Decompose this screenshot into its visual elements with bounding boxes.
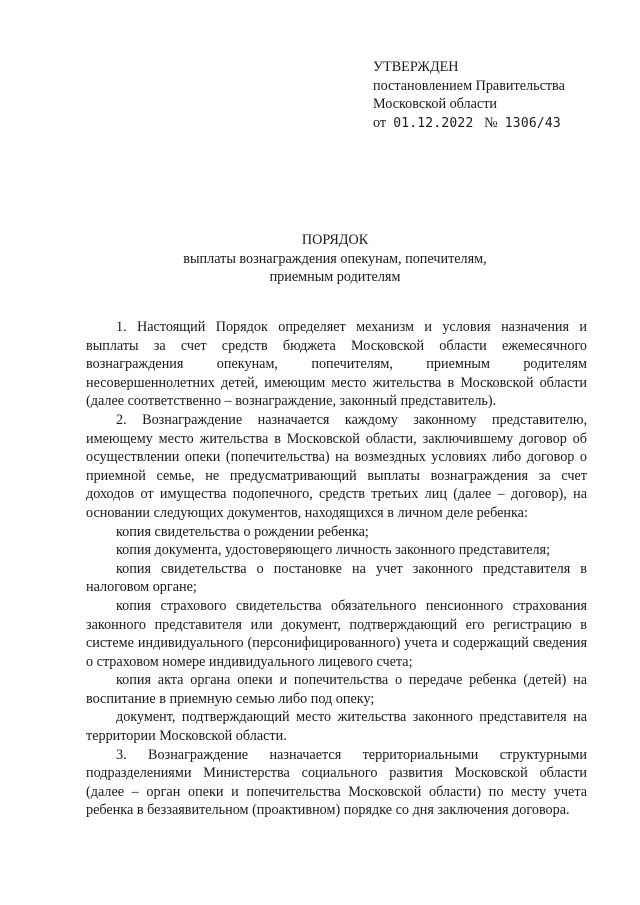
title-sub-2: приемным родителям <box>269 269 401 285</box>
approval-date-line <box>373 114 623 134</box>
number-value: 1306/43 <box>504 115 561 131</box>
number-sign: № <box>484 114 498 131</box>
date-value: 01.12.2022 <box>393 115 474 131</box>
title-main: ПОРЯДОК <box>301 232 369 248</box>
date-prefix: от <box>373 114 387 131</box>
approval-stamp <box>373 58 623 133</box>
approval-line-1: постановлением Правительства <box>373 77 565 94</box>
title-sub-1: выплаты вознаграждения опекунам, попечителям, <box>183 250 487 267</box>
list-item-pension-insurance: копия страхового свидетельства обязательного пенсионного страхования законного представителя или документ, подтверждающий его регистрацию в системе индивидуального (персонифицированного) учета и содержащий сведения о страховом номере индивидуального лицевого счета; <box>86 597 587 670</box>
list-item-tax-registration: копия свидетельства о постановке на учет законного представителя в налоговом органе; <box>86 560 587 596</box>
approval-heading: УТВЕРЖДЕН <box>373 59 459 75</box>
list-item-identity-document: копия документа, удостоверяющего личность законного представителя; <box>116 542 551 559</box>
list-item-guardianship-act: копия акта органа опеки и попечительства о передаче ребенка (детей) на воспитание в приемную семью либо под опеку; <box>86 672 587 707</box>
document-title <box>80 231 590 287</box>
document-body <box>86 318 587 820</box>
list-item-birth-certificate: копия свидетельства о рождении ребенка; <box>116 523 369 540</box>
list-item-residence-document: документ, подтверждающий место жительства законного представителя на территории Московской области. <box>86 709 587 745</box>
paragraph-1: 1. Настоящий Порядок определяет механизм и условия назначения и выплаты за счет средств бюджета Московской области ежемесячного вознаграждения опекунам, попечителям, приемным родителям несовершеннолетних детей, имеющим место жительства в Московской области (далее соответственно – вознаграждение, законный представитель). <box>86 319 587 410</box>
approval-line-2: Московской области <box>373 96 498 112</box>
paragraph-2: 2. Вознаграждение назначается каждому законному представителю, имеющему место жительства в Московской области, заключившему договор об осуществлении опеки (попечительства) на возмездных условиях либо договор о приемной семье, не предусматривающий выплаты вознаграждения за счет доходов от имущества подопечного, средств третьих лиц (далее – договор), на основании следующих документов, находящихся в личном деле ребенка: <box>86 411 587 521</box>
paragraph-3: 3. Вознаграждение назначается территориальными структурными подразделениями Министерства социального развития Московской области (далее – орган опеки и попечительства Московской области) по месту учета ребенка в беззаявительном (проактивном) порядке со дня заключения договора. <box>86 746 587 819</box>
